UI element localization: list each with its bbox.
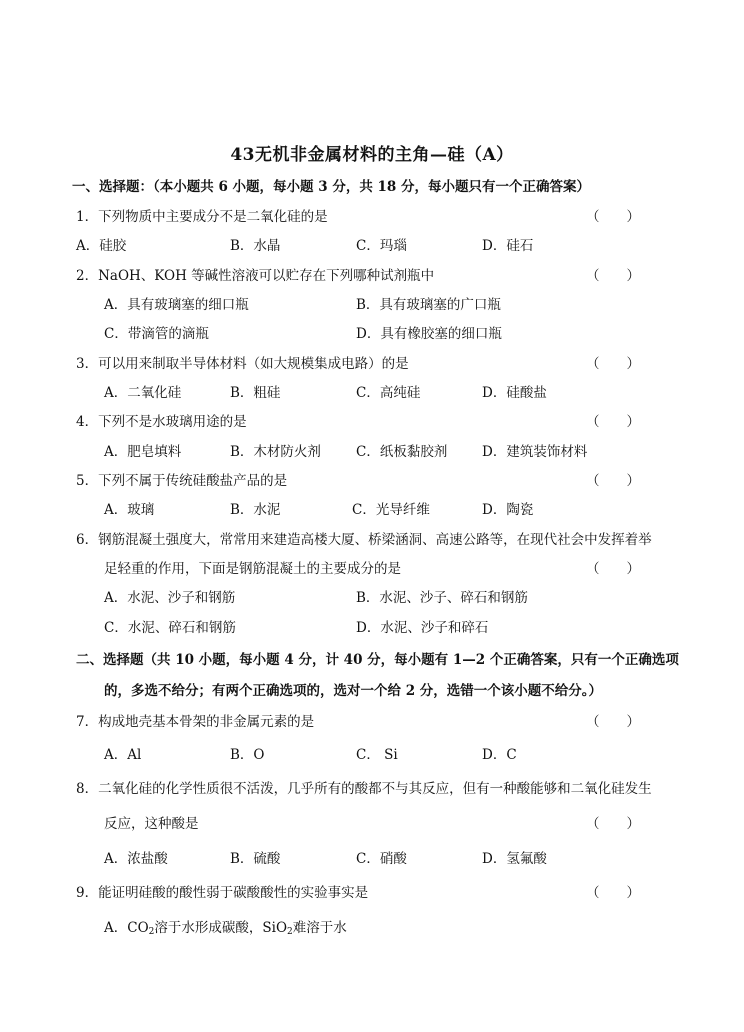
question-7-option-a: A．Al bbox=[104, 747, 142, 763]
section-2-heading-line-1: 二、选择题（共 10 小题，每小题 4 分，计 40 分，每小题有 1—2 个正确答案，只有一个正确选项 bbox=[76, 652, 679, 668]
question-1-option-c: C．玛瑙 bbox=[356, 238, 407, 254]
question-3-stem: 3．可以用来制取半导体材料（如大规模集成电路）的是 bbox=[76, 356, 409, 372]
question-1-answer-blank: （ ） bbox=[586, 209, 640, 225]
question-9-option-a-prefix: A．CO bbox=[104, 920, 149, 936]
question-2-option-b: B．具有玻璃塞的广口瓶 bbox=[356, 297, 501, 313]
question-2-option-a: A．具有玻璃塞的细口瓶 bbox=[104, 297, 249, 313]
question-7-answer-blank: （ ） bbox=[586, 714, 640, 730]
question-6-option-d: D．水泥、沙子和碎石 bbox=[356, 620, 489, 636]
question-4-stem: 4．下列不是水玻璃用途的是 bbox=[76, 414, 247, 430]
question-3-answer-blank: （ ） bbox=[586, 356, 640, 372]
question-5-option-c: C．光导纤维 bbox=[352, 502, 430, 518]
question-4-option-b: B．木材防火剂 bbox=[230, 444, 321, 460]
question-4-option-c: C．纸板黏胶剂 bbox=[356, 444, 448, 460]
question-8-stem-line-2: 反应，这种酸是 bbox=[104, 816, 199, 832]
page-title: 43无机非金属材料的主角—硅（A） bbox=[230, 145, 514, 165]
question-3-option-a: A．二氧化硅 bbox=[104, 385, 182, 401]
question-1-option-a: A．硅胶 bbox=[76, 238, 127, 254]
question-5-stem: 5．下列不属于传统硅酸盐产品的是 bbox=[76, 473, 288, 489]
question-6-stem-line-1: 6．钢筋混凝土强度大，常常用来建造高楼大厦、桥梁涵洞、高速公路等，在现代社会中发挥着举 bbox=[76, 532, 652, 548]
question-8-option-d: D．氢氟酸 bbox=[482, 851, 547, 867]
subscript-2: 2 bbox=[148, 927, 155, 937]
question-9-answer-blank: （ ） bbox=[586, 885, 640, 901]
question-7-option-d: D．C bbox=[482, 747, 517, 763]
question-5-option-b: B．水泥 bbox=[230, 502, 281, 518]
question-2-stem: 2．NaOH、KOH 等碱性溶液可以贮存在下列哪种试剂瓶中 bbox=[76, 268, 435, 284]
question-5-option-a: A．玻璃 bbox=[104, 502, 155, 518]
question-2-answer-blank: （ ） bbox=[586, 268, 640, 284]
question-4-answer-blank: （ ） bbox=[586, 414, 640, 430]
question-4-option-a: A．肥皂填料 bbox=[104, 444, 182, 460]
question-1-stem: 1．下列物质中主要成分不是二氧化硅的是 bbox=[76, 209, 328, 225]
question-5-answer-blank: （ ） bbox=[586, 473, 640, 489]
question-3-option-c: C．高纯硅 bbox=[356, 385, 421, 401]
question-8-option-c: C．硝酸 bbox=[356, 851, 407, 867]
question-2-option-d: D．具有橡胶塞的细口瓶 bbox=[356, 326, 502, 342]
question-6-option-c: C．水泥、碎石和钢筋 bbox=[104, 620, 236, 636]
question-6-answer-blank: （ ） bbox=[586, 561, 640, 577]
question-9-stem: 9．能证明硅酸的酸性弱于碳酸酸性的实验事实是 bbox=[76, 885, 369, 901]
question-7-option-b: B．O bbox=[230, 747, 265, 763]
question-4-option-d: D．建筑装饰材料 bbox=[482, 444, 588, 460]
question-8-stem-line-1: 8．二氧化硅的化学性质很不活泼，几乎所有的酸都不与其反应，但有一种酸能够和二氧化硅发生 bbox=[76, 781, 652, 797]
question-1-option-d: D．硅石 bbox=[482, 238, 534, 254]
question-3-option-d: D．硅酸盐 bbox=[482, 385, 547, 401]
question-9-option-a bbox=[104, 919, 347, 937]
subscript-2: 2 bbox=[287, 927, 293, 937]
question-6-option-a: A．水泥、沙子和钢筋 bbox=[104, 590, 236, 606]
question-8-option-b: B．硫酸 bbox=[230, 851, 281, 867]
section-1-heading: 一、选择题：（本小题共 6 小题，每小题 3 分，共 18 分，每小题只有一个正确答案） bbox=[72, 179, 591, 195]
question-8-option-a: A．浓盐酸 bbox=[104, 851, 168, 867]
question-9-option-a-middle: 溶于水形成碳酸，SiO bbox=[154, 920, 288, 936]
section-2-heading-line-2: 的，多选不给分；有两个正确选项的，选对一个给 2 分，选错一个该小题不给分。） bbox=[104, 683, 603, 699]
question-7-stem: 7．构成地壳基本骨架的非金属元素的是 bbox=[76, 714, 315, 730]
question-1-option-b: B．水晶 bbox=[230, 238, 281, 254]
question-7-option-c: C． Si bbox=[356, 747, 398, 763]
question-8-answer-blank: （ ） bbox=[586, 816, 640, 832]
question-2-option-c: C．带滴管的滴瓶 bbox=[104, 326, 209, 342]
question-5-option-d: D．陶瓷 bbox=[482, 502, 534, 518]
question-3-option-b: B．粗硅 bbox=[230, 385, 281, 401]
question-9-option-a-suffix: 难溶于水 bbox=[292, 920, 347, 936]
question-6-stem-line-2: 足轻重的作用，下面是钢筋混凝土的主要成分的是 bbox=[104, 561, 401, 577]
question-6-option-b: B．水泥、沙子、碎石和钢筋 bbox=[356, 590, 528, 606]
